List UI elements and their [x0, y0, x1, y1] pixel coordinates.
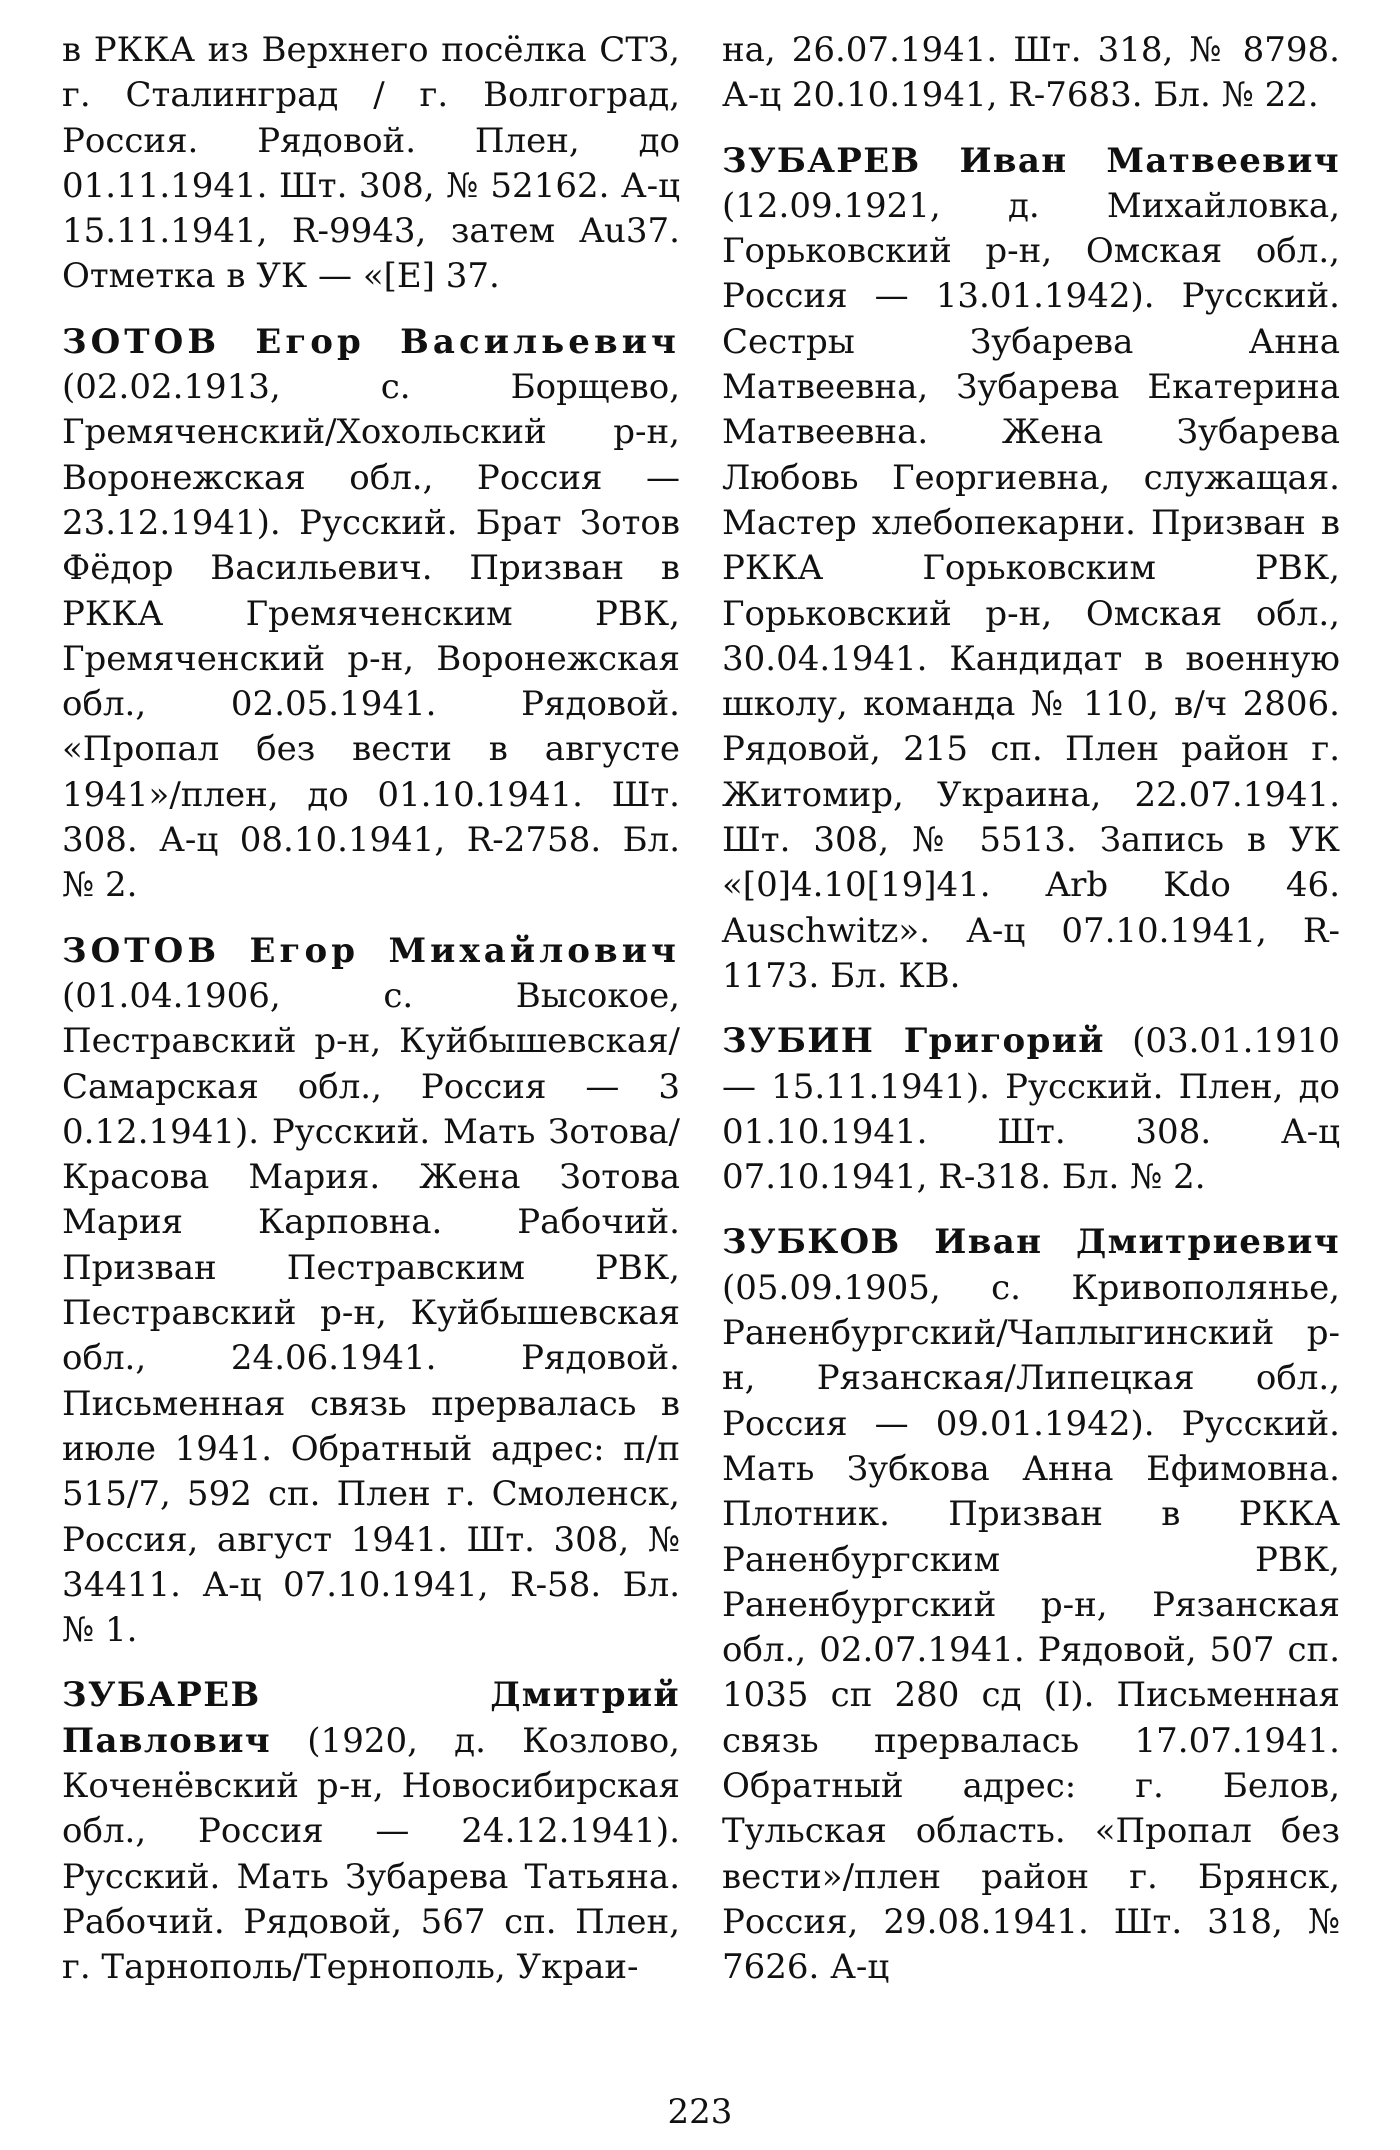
page-number: 223	[667, 2092, 733, 2132]
left-column	[62, 28, 680, 2010]
entry-headword: ЗОТОВ Егор Михайлович	[62, 930, 680, 971]
entry-zubarev-ivan	[722, 139, 1340, 1000]
entry-text: (05.09.1905, с. Кривополянье, Раненбургский/Чаплыгинский р-н, Рязанская/Липецкая обл., Россия — 09.01.1942). Русский. Мать Зубкова Анна Ефимовна. Плотник. Призван в РККА Раненбургским РВК, Раненбургский р-н, Рязанская обл., 02.07.1941. Рядовой, 507 сп. 1035 сп 280 сд (I). Письменная связь прервалась 17.07.1941. Обратный адрес: г. Белов, Тульская область. «Пропал без вести»/плен район г. Брянск, Россия, 29.08.1941. Шт. 318, № 7626. А-ц	[722, 1267, 1340, 1988]
entry-text: (02.02.1913, с. Борщево, Гремяченский/Хохольский р-н, Воронежская обл., Россия — 23.12.1941). Русский. Брат Зотов Фёдор Васильевич. Призван в РККА Гремяченским РВК, Гремяченский р-н, Воронежская обл., 02.05.1941. Рядовой. «Пропал без вести в августе 1941»/плен, до 01.10.1941. Шт. 308. А-ц 08.10.1941, R-2758. Бл. № 2.	[62, 367, 680, 906]
entry-zubarev-dmitry	[62, 1673, 680, 1990]
entry-continuation	[722, 28, 1340, 119]
entry-text: на, 26.07.1941. Шт. 318, № 8798. А-ц 20.10.1941, R-7683. Бл. № 22.	[722, 30, 1340, 116]
entry-continuation	[62, 28, 680, 300]
entry-zotov-egor-vasilievich	[62, 320, 680, 909]
entry-headword: ЗУБИН Григорий	[722, 1021, 1105, 1062]
entry-text: (03.01.1910 — 15.11.1941). Русский. Плен, до 01.10.1941. Шт. 308. А-ц 07.10.1941, R-318. Бл. № 2.	[722, 1021, 1340, 1198]
entry-headword: ЗОТОВ Егор Васильевич	[62, 321, 680, 362]
entry-text: (12.09.1921, д. Михайловка, Горьковский р-н, Омская обл., Россия — 13.01.1942). Русский. Сестры Зубарева Анна Матвеевна, Зубарева Екатерина Матвеевна. Жена Зубарева Любовь Георгиевна, служащая. Мастер хлебопекарни. Призван в РККА Горьковским РВК, Горьковский р-н, Омская обл., 30.04.1941. Кандидат в военную школу, команда № 110, в/ч 2806. Рядовой, 215 сп. Плен район г. Житомир, Украина, 22.07.1941. Шт. 308, № 5513. Запись в УК «[0]4.10[19]41. Arb Kdo 46. Auschwitz». А-ц 07.10.1941, R-1173. Бл. КВ.	[722, 185, 1340, 996]
right-column	[722, 28, 1340, 2010]
entry-text: (01.04.1906, с. Высокое, Пестравский р-н, Куйбышевская/Самарская обл., Россия — 3 0.12.1941). Русский. Мать Зотова/Красова Мария. Жена Зотова Мария Карповна. Рабочий. Призван Пестравским РВК, Пестравский р-н, Куйбышевская обл., 24.06.1941. Рядовой. Письменная связь прервалась в июле 1941. Обратный адрес: п/п 515/7, 592 сп. Плен г. Смоленск, Россия, август 1941. Шт. 308, № 34411. А-ц 07.10.1941, R-58. Бл. № 1.	[62, 975, 680, 1651]
entry-headword: ЗУБАРЕВ Иван Матвеевич	[722, 140, 1340, 181]
entry-text: (1920, д. Козлово, Коченёвский р-н, Новосибирская обл., Россия — 24.12.1941). Русский. Мать Зубарева Татьяна. Рабочий. Рядовой, 567 сп. Плен, г. Тарнополь/Тернополь, Украи-	[62, 1720, 680, 1988]
entry-headword: ЗУБКОВ Иван Дмитриевич	[722, 1222, 1340, 1263]
entry-zotov-egor-mikhailovich	[62, 929, 680, 1654]
entry-zubkov-ivan	[722, 1220, 1340, 1990]
entry-headword: ЗУБАРЕВ Дмитрий Павлович	[62, 1675, 680, 1761]
entry-zubin-grigory	[722, 1019, 1340, 1200]
entry-text: в РККА из Верхнего посёлка СТЗ, г. Сталинград / г. Волгоград, Россия. Рядовой. Плен, до 01.11.1941. Шт. 308, № 52162. А-ц 15.11.1941, R-9943, затем Au37. Отметка в УК — «[Е] 37.	[62, 30, 680, 297]
